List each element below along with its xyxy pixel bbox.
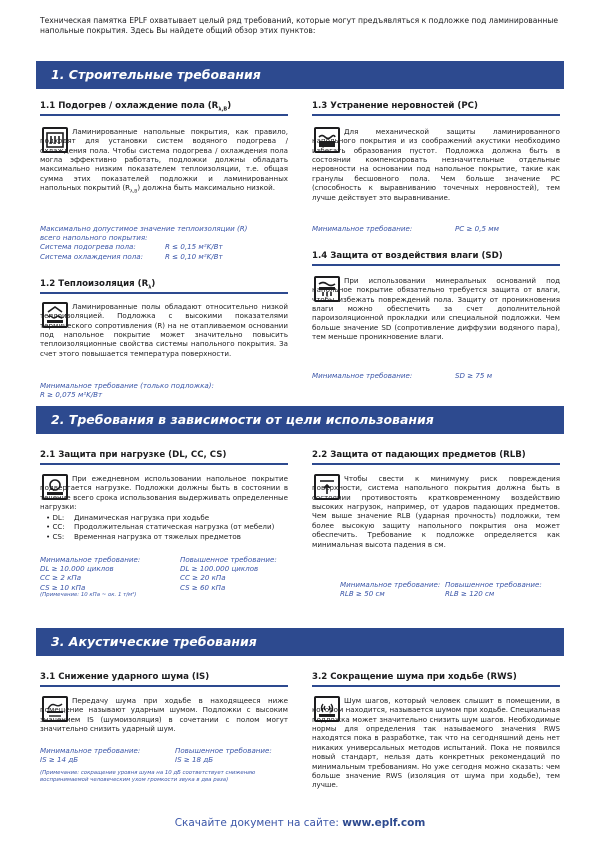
spec-value: CC ≥ 2 кПа <box>40 573 82 583</box>
spec-heading: всего напольного покрытия: <box>40 233 148 243</box>
spec-heading: Повышенное требование: <box>180 555 277 564</box>
section-rule <box>312 114 560 116</box>
footer-site-link[interactable]: www.eplf.com <box>342 817 426 829</box>
spec-value: RLB ≥ 50 см <box>340 589 385 599</box>
section-rule <box>40 685 288 687</box>
rlb-min-spec <box>340 580 445 598</box>
load-types-list <box>46 513 288 541</box>
section-2-1-text: При ежедневном использовании напольное покрытие подвергается нагрузке. Подложки должны быть в состоянии в течение всего срока использования выдерживать определенные нагрузки: <box>40 474 288 512</box>
footer <box>0 817 600 831</box>
heating-spec <box>40 224 288 261</box>
spec-heading: Максимально допустимое значение теплоизоляции (R) <box>40 224 248 233</box>
section-title-1-4: 1.4 Защита от воздействия влаги (SD) <box>312 251 503 261</box>
spec-heading: Минимальное требование: <box>40 555 141 564</box>
spec-value: RLB ≥ 120 см <box>445 589 495 599</box>
load-max-spec <box>180 555 295 592</box>
insulation-spec <box>40 381 214 399</box>
spec-value: DL ≥ 10.000 циклов <box>40 564 114 574</box>
section-title-1-2: 1.2 Теплоизоляция $(R_\lambda)$ <box>40 279 156 291</box>
intro-text: Техническая памятка EPLF охватывает целый ряд требований, которые могут предъявляться к подложке под ламинированные напольные покрытия. Здесь Вы найдете общий обзор этих пунктов: <box>40 16 559 36</box>
is-min-spec <box>40 746 175 764</box>
spec-heading: Минимальное требование: <box>40 746 141 755</box>
section-rule <box>312 685 560 687</box>
section-header-usage: 2. Требования в зависимости от цели использования <box>36 406 564 434</box>
section-title-3-2: 3.2 Сокращение шума при ходьбе (RWS) <box>312 672 517 682</box>
section-title-1-1: 1.1 Подогрев / охлаждение пола $(R_{\lambda,B})$ <box>40 101 232 113</box>
section-header-construction: 1. Строительные требования <box>36 61 564 89</box>
spec-value: CC ≥ 20 кПа <box>180 573 226 583</box>
load-min-spec <box>40 555 170 599</box>
is-note: (Примечание: сокращение уровня шума на 10 дБ соответствует снижению воспринимаемой человеческим ухом громкости звука в два раза) <box>40 770 256 783</box>
section-rule <box>312 264 560 266</box>
spec-value: IS ≥ 18 дБ <box>175 755 214 765</box>
spec-heading: Повышенное требование: <box>445 580 542 589</box>
moisture-spec <box>312 371 492 380</box>
section-title-1-3: 1.3 Устранение неровностей (PC) <box>312 101 478 111</box>
spec-row: Система охлаждения пола: R ≤ 0,10 м²K/Вт <box>40 251 223 261</box>
is-max-spec <box>175 746 288 764</box>
spec-note: (Примечание: 10 кПа ~ ок. 1 т/м²) <box>40 591 137 598</box>
section-1-1-text: Ламинированные напольные покрытия, как правило, подходят для установки систем водяного подогрева / охлаждения пола. Чтобы система подогрева / охлаждения пола могла эффективно работать, подложки должны обладать максимально низким показателем теплоизоляции, т.е. общая сумма этих показателей подложки и ламинированных напольных покрытий $(R_{\lambda,B})$ должна быть максимально низкой. <box>40 127 288 195</box>
footer-prefix: Скачайте документ на сайте: <box>174 817 339 829</box>
section-title-2-2: 2.2 Защита от падающих предметов (RLB) <box>312 450 526 460</box>
rlb-max-spec <box>445 580 560 598</box>
section-2-2-text: Чтобы свести к минимуму риск повреждения поверхности, система напольного покрытия должна быть в состоянии противостоять кратковременному воздействию высоких нагрузок, например, от ударов падающих предметов. Чем выше значение RLB (ударная прочность) подложки, тем более высокую защиту напольного покрытия она может обеспечить. Требование к подложке определяется как минимальная высота падения в см. <box>312 474 560 549</box>
section-rule <box>40 463 288 465</box>
section-rule <box>40 292 288 294</box>
list-item: • DL: Динамическая нагрузка при ходьбе <box>46 513 210 522</box>
section-title-3-1: 3.1 Снижение ударного шума (IS) <box>40 672 210 682</box>
section-header-acoustic: 3. Акустические требования <box>36 628 564 656</box>
section-1-2-text: Ламинированные полы обладают относительно низкой теплоизоляцией. Подложка с высокими показателями термического сопротивления (R) на не отапливаемом основании под напольное покрытие может значительно повысить теплоизоляционные свойства системы напольного покрытия. За счет этого повышается температура поверхности. <box>40 302 288 358</box>
section-rule <box>312 463 560 465</box>
spec-row: Система подогрева пола: R ≤ 0,15 м²K/Вт <box>40 242 223 252</box>
spec-row: Минимальное требование: SD ≥ 75 м <box>312 371 493 380</box>
section-1-3-text: Для механической защиты ламинированного напольного покрытия и из соображений акустики необходимо избегать образования пустот. Подложка должна быть в состоянии компенсировать незначительные отдельные неровности на основании под напольное покрытие, такие как гранулы бесшовного пола. Чем больше значение PC (способность к выравниванию точечных неровностей), тем лучше действует это выравнивание. <box>312 127 560 202</box>
spec-value: CS ≥ 10 кПа <box>40 582 86 592</box>
spec-heading: Минимальное требование (только подложка): <box>40 381 214 390</box>
spec-row: Минимальное требование: PC ≥ 0,5 мм <box>312 224 499 233</box>
section-3-1-text: Передачу шума при ходьбе в находящееся ниже помещение называют ударным шумом. Подложки с высоким значением IS (шумоизоляция) в сочетании с полом могут значительно снизить ударный шум. <box>40 696 288 734</box>
list-item: • CC: Продолжительная статическая нагрузка (от мебели) <box>46 522 275 532</box>
spec-heading: Минимальное требование: <box>340 580 441 589</box>
spec-heading: Повышенное требование: <box>175 746 272 755</box>
section-3-2-text: Шум шагов, который человек слышит в помещении, в котором находится, называется шумом при ходьбе. Специальная подложка может значительно снизить шум шагов. Необходимые нормы для определения так называемого значения RWS находятся пока в разработке, так что на сегодняшний день нет никаких универсальных методов испытаний. Пока не появился новый стандарт, нельзя дать конкретных рекомендаций по минимальным требованиям. Но уже сегодня можно сказать: чем больше значение RWS (изоляция от шума при ходьбе), тем лучше. <box>312 696 560 790</box>
list-item: • CS: Временная нагрузка от тяжелых предметов <box>46 531 241 541</box>
spec-value: DL ≥ 100.000 циклов <box>180 564 259 574</box>
section-rule <box>40 114 288 116</box>
unevenness-spec <box>312 224 499 233</box>
spec-value: R ≥ 0,075 м²K/Вт <box>40 390 103 400</box>
spec-value: CS ≥ 60 кПа <box>180 582 226 592</box>
section-title-2-1: 2.1 Защита при нагрузке (DL, CC, CS) <box>40 450 227 460</box>
spec-value: IS ≥ 14 дБ <box>40 755 79 765</box>
section-1-4-text: При использовании минеральных оснований под напольное покрытие обязательно требуется защита от влаги, чтобы избежать повреждений пола. Защиту от проникновения влаги можно обеспечить за счет дополнительной пароизоляционной прокладки или специальной подложки. Чем больше значение SD (сопротивление диффузии водяного пара), тем меньше проникновение влаги. <box>312 276 560 342</box>
